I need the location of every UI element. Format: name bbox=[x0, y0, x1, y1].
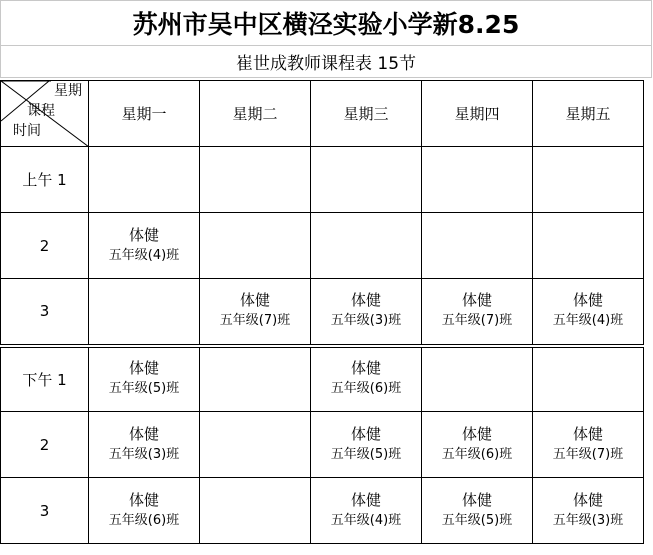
lesson-cell bbox=[89, 478, 200, 544]
lesson-cell bbox=[422, 279, 533, 346]
period-row bbox=[1, 346, 644, 412]
lesson-subject: 体健 bbox=[572, 291, 603, 310]
lesson-subject: 体健 bbox=[128, 490, 159, 509]
lesson-cell bbox=[533, 213, 644, 279]
lesson-cell bbox=[311, 279, 422, 346]
lesson-class: 五年级(5)班 bbox=[441, 512, 513, 528]
period-label-cell: 3 bbox=[1, 279, 89, 346]
lesson-cell bbox=[311, 147, 422, 213]
lesson-cell bbox=[311, 478, 422, 544]
lesson-subject: 体健 bbox=[461, 424, 492, 443]
lesson-cell bbox=[422, 213, 533, 279]
lesson-class: 五年级(4)班 bbox=[108, 247, 180, 263]
lesson-cell bbox=[200, 412, 311, 478]
lesson-subject: 体健 bbox=[461, 291, 492, 310]
lesson-subject: 体健 bbox=[350, 424, 381, 443]
period-label-cell: 上午 1 bbox=[1, 147, 89, 213]
lesson-class: 五年级(7)班 bbox=[219, 313, 291, 329]
school-title: 苏州市吴中区横泾实验小学新8.25 bbox=[0, 0, 652, 45]
lesson-class: 五年级(7)班 bbox=[441, 313, 513, 329]
corner-label-time: 时间 bbox=[13, 123, 41, 139]
lesson-cell bbox=[89, 147, 200, 213]
lesson-cell bbox=[311, 412, 422, 478]
lesson-cell bbox=[422, 147, 533, 213]
period-row bbox=[1, 412, 644, 478]
lesson-subject: 体健 bbox=[572, 424, 603, 443]
lesson-subject: 体健 bbox=[128, 225, 159, 244]
period-row bbox=[1, 213, 644, 279]
period-label-cell: 3 bbox=[1, 478, 89, 544]
lesson-class: 五年级(5)班 bbox=[108, 381, 180, 397]
lesson-cell bbox=[533, 478, 644, 544]
lesson-cell bbox=[533, 346, 644, 412]
lesson-class: 五年级(6)班 bbox=[330, 381, 402, 397]
lesson-class: 五年级(5)班 bbox=[330, 446, 402, 462]
timetable-grid bbox=[0, 80, 644, 544]
period-row bbox=[1, 478, 644, 544]
lesson-cell bbox=[200, 346, 311, 412]
lesson-class: 五年级(7)班 bbox=[552, 446, 624, 462]
corner-label-course: 课程 bbox=[27, 103, 55, 119]
lesson-subject: 体健 bbox=[461, 490, 492, 509]
day-header-thu: 星期四 bbox=[422, 81, 533, 147]
corner-header-cell bbox=[1, 81, 89, 147]
lesson-cell bbox=[89, 279, 200, 346]
lesson-cell bbox=[311, 346, 422, 412]
lesson-cell bbox=[200, 279, 311, 346]
lesson-cell bbox=[533, 279, 644, 346]
lesson-cell bbox=[422, 412, 533, 478]
lesson-cell bbox=[311, 213, 422, 279]
day-header-tue: 星期二 bbox=[200, 81, 311, 147]
lesson-subject: 体健 bbox=[350, 291, 381, 310]
lesson-cell bbox=[89, 213, 200, 279]
day-header-wed: 星期三 bbox=[311, 81, 422, 147]
lesson-subject: 体健 bbox=[572, 490, 603, 509]
period-label-cell: 下午 1 bbox=[1, 346, 89, 412]
lesson-class: 五年级(4)班 bbox=[330, 512, 402, 528]
period-row bbox=[1, 147, 644, 213]
teacher-subtitle: 崔世成教师课程表 15节 bbox=[0, 45, 652, 78]
corner-label-weekday: 星期 bbox=[54, 83, 82, 99]
lesson-cell bbox=[422, 346, 533, 412]
day-header-mon: 星期一 bbox=[89, 81, 200, 147]
lesson-subject: 体健 bbox=[128, 424, 159, 443]
lesson-cell bbox=[89, 412, 200, 478]
lesson-class: 五年级(6)班 bbox=[441, 446, 513, 462]
period-label-cell: 2 bbox=[1, 213, 89, 279]
lesson-cell bbox=[533, 412, 644, 478]
lesson-class: 五年级(3)班 bbox=[108, 446, 180, 462]
lesson-cell bbox=[200, 147, 311, 213]
lesson-class: 五年级(3)班 bbox=[552, 512, 624, 528]
header-row bbox=[1, 81, 644, 147]
lesson-cell bbox=[533, 147, 644, 213]
day-header-fri: 星期五 bbox=[533, 81, 644, 147]
lesson-cell bbox=[89, 346, 200, 412]
lesson-subject: 体健 bbox=[128, 359, 159, 378]
lesson-cell bbox=[422, 478, 533, 544]
lesson-cell bbox=[200, 213, 311, 279]
lesson-class: 五年级(6)班 bbox=[108, 512, 180, 528]
lesson-cell bbox=[200, 478, 311, 544]
lesson-subject: 体健 bbox=[350, 359, 381, 378]
lesson-class: 五年级(3)班 bbox=[330, 313, 402, 329]
lesson-class: 五年级(4)班 bbox=[552, 313, 624, 329]
lesson-subject: 体健 bbox=[239, 291, 270, 310]
period-row bbox=[1, 279, 644, 346]
period-label-cell: 2 bbox=[1, 412, 89, 478]
lesson-subject: 体健 bbox=[350, 490, 381, 509]
